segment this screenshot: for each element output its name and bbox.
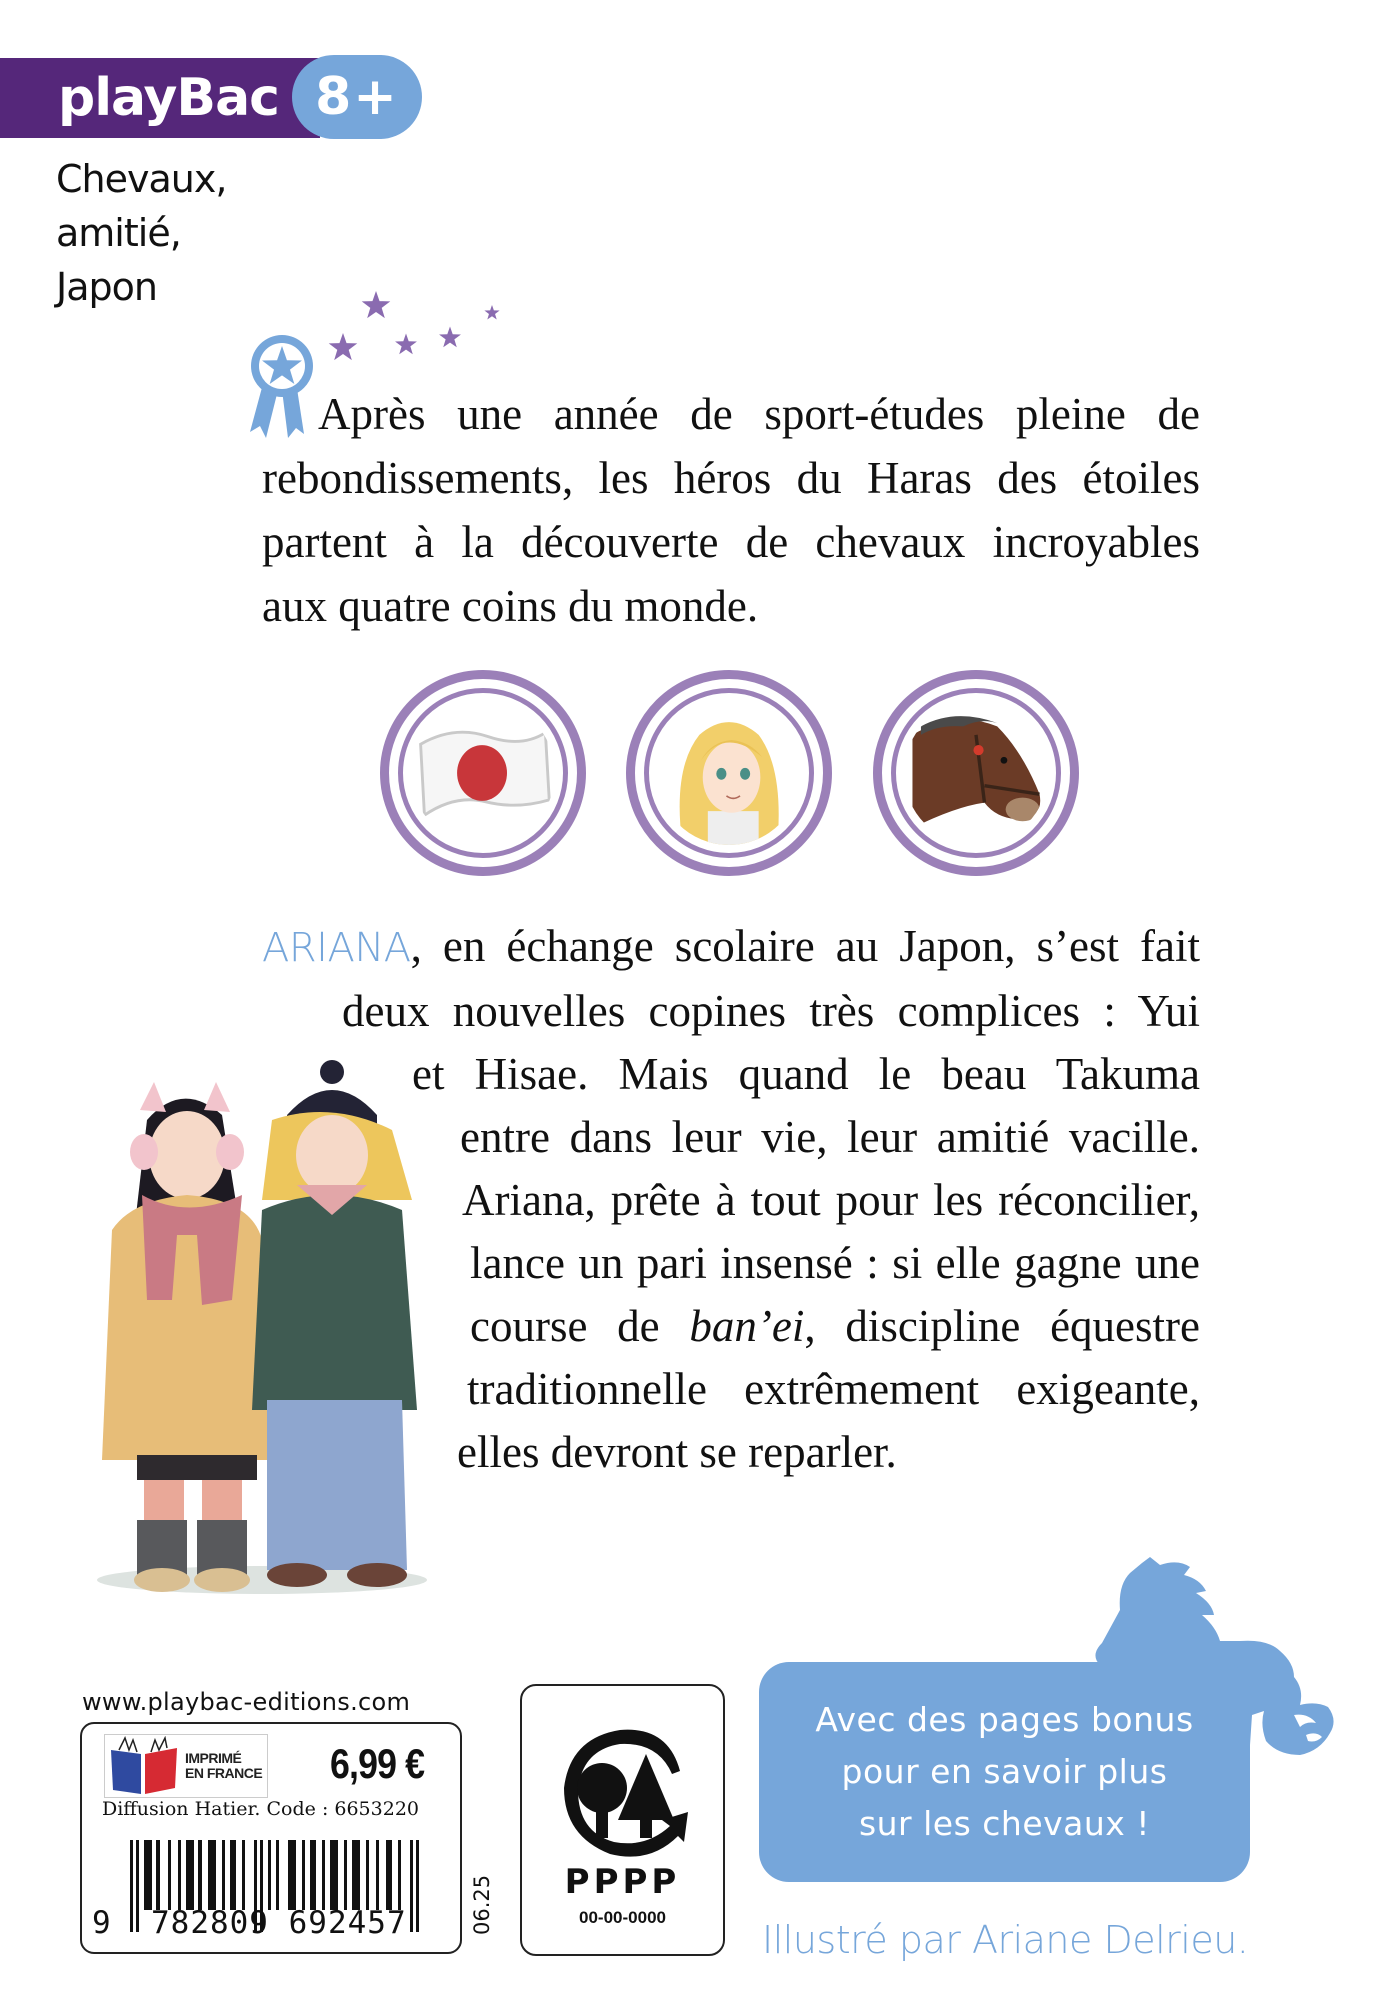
open-book-icon: [107, 1736, 183, 1796]
print-date-code: 06.25: [470, 1874, 494, 1935]
medallion-horse: [873, 670, 1079, 876]
publisher-logo: playBac: [58, 68, 279, 128]
pefc-code: 00-00-0000: [579, 1908, 666, 1927]
story-line: elles devront se reparler.: [457, 1427, 897, 1477]
website-link[interactable]: www.playbac-editions.com: [82, 1688, 411, 1716]
tag: Japon: [56, 265, 157, 309]
isbn-digits: 9 782809 692457: [92, 1905, 407, 1941]
story-line: entre dans leur vie, leur amitié vacille.: [460, 1112, 1200, 1162]
two-girls-illustration: [92, 1060, 432, 1600]
price: 6,99 €: [330, 1740, 425, 1787]
story-line: Ariana, prête à tout pour les réconcilier,: [462, 1175, 1200, 1225]
story-line: traditionnelle extrêmement exigeante,: [467, 1364, 1200, 1414]
intro-line: partent à la découverte de chevaux incroyables: [262, 517, 1200, 567]
imprime-en-france-logo: IMPRIMÉ EN FRANCE: [104, 1734, 268, 1798]
intro-line: Après une année de sport-études pleine de: [318, 389, 1200, 439]
intro-line: rebondissements, les héros du Haras des étoiles: [262, 453, 1200, 503]
japan-flag-icon: [411, 713, 555, 833]
illustrator-credit: Illustré par Ariane Delrieu.: [762, 1918, 1249, 1962]
age-badge: 8+: [292, 55, 422, 139]
story-line: et Hisae. Mais quand le beau Takuma: [412, 1049, 1200, 1099]
medallion-japan-flag: [380, 670, 586, 876]
stars-icon: [320, 288, 520, 368]
pefc-letters: PPPP: [564, 1862, 681, 1902]
story-line: lance un pari insensé : si elle gagne une: [470, 1238, 1200, 1288]
theme-tags: [56, 152, 226, 314]
intro-line: aux quatre coins du monde.: [262, 581, 759, 631]
story-line: course de ban’ei, discipline équestre: [470, 1301, 1200, 1351]
tag: amitié,: [56, 211, 181, 255]
story-line: ARIANA, en échange scolaire au Japon, s’est fait: [262, 921, 1200, 971]
medallion-ariana: [626, 670, 832, 876]
pefc-trees-icon: [550, 1716, 700, 1866]
character-name-highlight: ARIANA: [262, 925, 411, 971]
distribution-code: Diffusion Hatier. Code : 6653220: [102, 1798, 419, 1820]
intro-paragraph: [262, 382, 1200, 638]
bonus-pages-callout: Avec des pages bonus pour en savoir plus sur les chevaux !: [759, 1662, 1250, 1882]
horse-portrait-icon: [904, 701, 1048, 845]
tag: Chevaux,: [56, 157, 227, 201]
ariana-portrait-icon: [657, 701, 801, 845]
italic-term: ban’ei: [689, 1301, 805, 1351]
story-line: deux nouvelles copines très complices : Yui: [342, 986, 1200, 1036]
pefc-certification-box: [520, 1684, 725, 1956]
